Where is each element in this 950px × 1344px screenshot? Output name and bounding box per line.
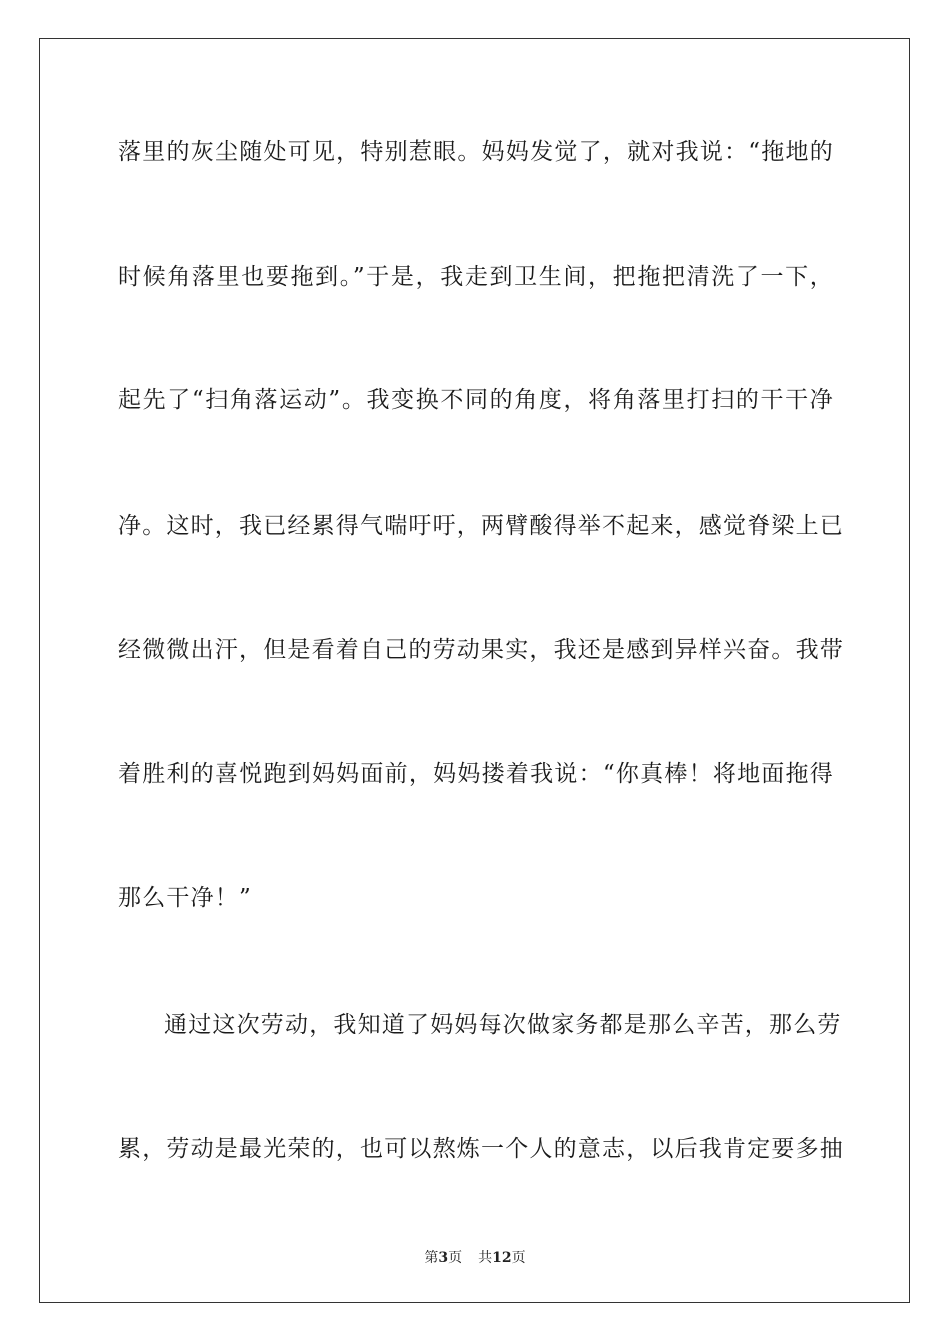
total-pages: 12 — [492, 1250, 512, 1266]
page-suffix: 页 — [448, 1250, 463, 1266]
text-line-9: 累，劳动是最光荣的，也可以熬炼一个人的意志，以后我肯定要多抽 — [118, 1136, 844, 1162]
text-line-5: 经微微出汗，但是看着自己的劳动果实，我还是感到异样兴奋。我带 — [118, 637, 844, 663]
total-prefix: 共 — [478, 1250, 493, 1266]
page-number: 3 — [438, 1250, 449, 1266]
text-line-4: 净。这时，我已经累得气喘吁吁，两臂酸得举不起来，感觉脊梁上已 — [118, 513, 844, 539]
text-line-6: 着胜利的喜悦跑到妈妈面前，妈妈搂着我说：“你真棒！将地面拖得 — [118, 761, 834, 787]
text-line-2: 时候角落里也要拖到。”于是，我走到卫生间，把拖把清洗了一下， — [118, 264, 834, 290]
text-line-1: 落里的灰尘随处可见，特别惹眼。妈妈发觉了，就对我说：“拖地的 — [118, 139, 834, 165]
text-line-7: 那么干净！” — [118, 885, 252, 911]
page-border — [39, 38, 910, 1303]
text-line-8-paragraph-start: 通过这次劳动，我知道了妈妈每次做家务都是那么辛苦，那么劳 — [164, 1012, 842, 1038]
total-suffix: 页 — [511, 1250, 526, 1266]
page-footer — [0, 1249, 950, 1267]
text-line-3: 起先了“扫角落运动”。我变换不同的角度，将角落里打扫的干干净 — [118, 387, 834, 413]
page-prefix: 第 — [424, 1250, 439, 1266]
